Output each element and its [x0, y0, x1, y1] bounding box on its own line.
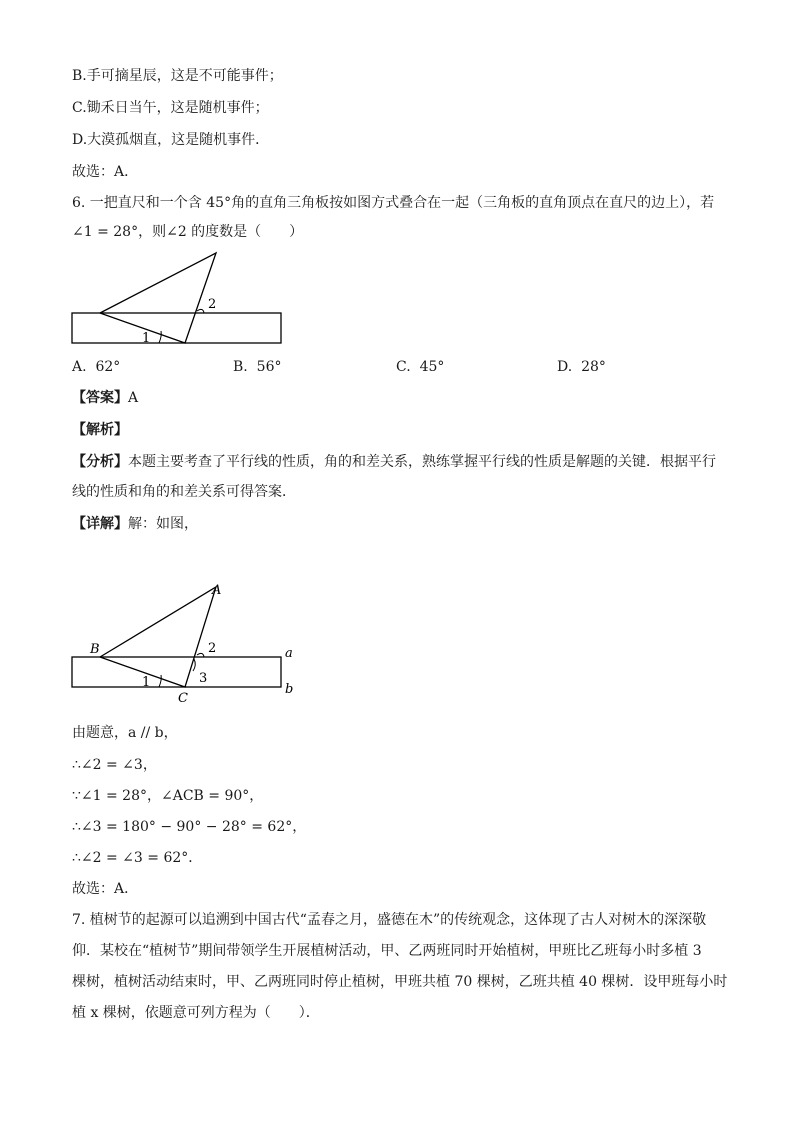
xiangjie-line: 【详解】解：如图，	[72, 516, 198, 532]
solution-step: ∴∠2 = ∠3 = 62°．	[72, 850, 203, 866]
q6-option-c: C. 45°	[396, 359, 445, 375]
option-c-text: C.锄禾日当午，这是随机事件；	[72, 100, 269, 116]
fig1-angle1-label: 1	[142, 331, 151, 346]
fig2-angle1-label: 1	[142, 675, 151, 690]
q7-line3: 棵树，植树活动结束时，甲、乙两班同时停止植树，甲班共植 70 棵树，乙班共植 40 棵树．设甲班每小时	[72, 974, 728, 990]
fig1-angle2-label: 2	[208, 297, 217, 312]
fig2-line-b: b	[285, 682, 294, 697]
q7-line1: 7. 植树节的起源可以追溯到中国古代“孟春之月，盛德在木”的传统观念，这体现了古人对树木的深深敬	[72, 912, 707, 928]
q7-line4: 植 x 棵树，依题意可列方程为（ ）．	[72, 1005, 320, 1021]
prev-choose-text: 故选：A．	[72, 164, 139, 180]
option-b-text: B.手可摘星辰，这是不可能事件；	[72, 68, 283, 84]
q6-option-b: B. 56°	[233, 359, 282, 375]
q6-option-d: D. 28°	[557, 359, 606, 375]
fig2-angle3-label: 3	[199, 671, 208, 686]
q6-choose-text: 故选：A．	[72, 881, 139, 897]
xiangjie-tag: 【详解】	[72, 516, 128, 532]
fenxi-line1: 【分析】本题主要考查了平行线的性质，角的和差关系，熟练掌握平行线的性质是解题的关键．根据平行	[72, 454, 716, 470]
fig2-point-c: C	[178, 691, 188, 706]
answer-value: A	[128, 390, 139, 406]
q6-solution-figure	[60, 575, 320, 710]
triangle-outline	[100, 253, 216, 343]
fig2-angle2-label: 2	[208, 641, 217, 656]
q6-answer	[72, 388, 138, 408]
angle1-arc	[159, 675, 161, 687]
solution-step: ∴∠3 = 180° − 90° − 28° = 62°，	[72, 819, 307, 835]
angle1-arc	[159, 331, 161, 343]
ruler-rectangle	[72, 313, 281, 343]
solution-step: 由题意，a // b，	[72, 725, 178, 741]
fig2-point-a: A	[212, 583, 222, 598]
analysis-tag: 【解析】	[72, 422, 128, 438]
q6-stem-line2: ∠1 = 28°，则∠2 的度数是（ ）	[72, 224, 304, 240]
answer-tag: 【答案】	[72, 390, 128, 406]
q7-line2: 仰．某校在“植树节”期间带领学生开展植树活动，甲、乙两班同时开始植树，甲班比乙班每小时多植 3	[72, 943, 702, 959]
fenxi-tag: 【分析】	[72, 454, 128, 470]
q6-figure-ruler-triangle	[60, 245, 300, 350]
fenxi-line2: 线的性质和角的和差关系可得答案．	[72, 484, 296, 500]
fig2-point-b: B	[90, 642, 100, 657]
fig2-line-a: a	[285, 646, 293, 661]
solution-step: ∴∠2 = ∠3，	[72, 757, 157, 773]
ruler-rectangle	[72, 657, 281, 687]
solution-step: ∵∠1 = 28°，∠ACB = 90°，	[72, 788, 264, 804]
option-d-text: D.大漠孤烟直，这是随机事件．	[72, 132, 270, 148]
q6-option-a: A. 62°	[72, 359, 121, 375]
q6-stem-line1: 6. 一把直尺和一个含 45°角的直角三角板按如图方式叠合在一起（三角板的直角顶点在直尺的边上），若	[72, 195, 715, 211]
